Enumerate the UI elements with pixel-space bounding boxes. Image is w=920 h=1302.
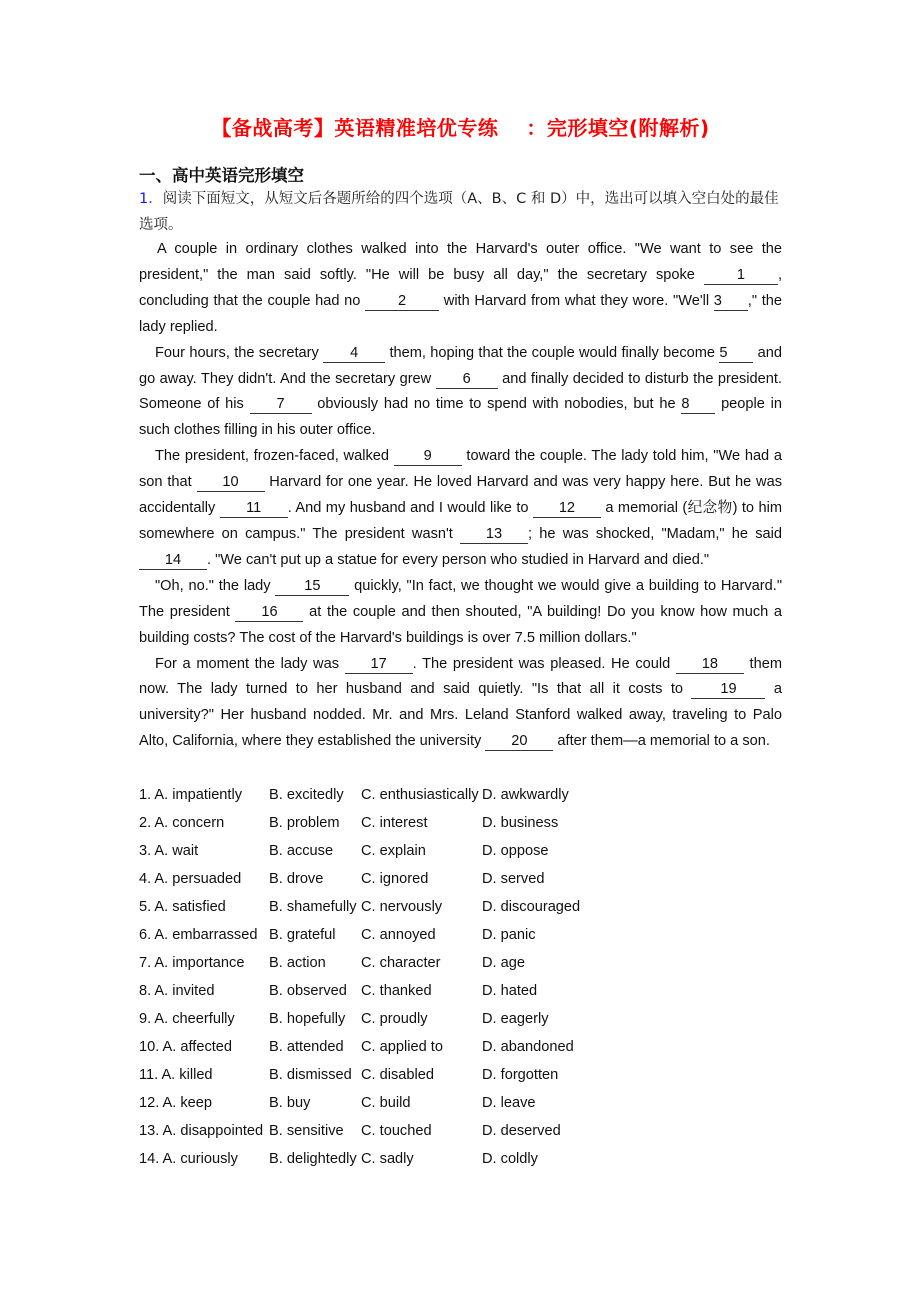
option-a: 10. A. affected: [139, 1039, 233, 1055]
option-b: B. shamefully: [269, 899, 357, 915]
passage-text: and go away. They didn't. And the secretary grew: [139, 344, 782, 387]
blank-8: 8: [681, 395, 715, 414]
option-b: B. excitedly: [269, 787, 344, 803]
option-d: D. leave: [482, 1095, 536, 1111]
passage-text: The president, frozen-faced, walked: [155, 448, 394, 465]
option-c: C. proudly: [361, 1011, 428, 1027]
option-c: C. build: [361, 1095, 411, 1111]
option-d: D. business: [482, 815, 559, 831]
option-b: B. delightedly: [269, 1151, 357, 1167]
document-title: [139, 112, 782, 141]
passage-text: Four hours, the secretary: [155, 344, 324, 361]
passage-text: . The president was pleased. He could: [412, 655, 676, 672]
option-a: 1. A. impatiently: [139, 787, 243, 803]
option-b: B. accuse: [269, 843, 334, 859]
blank-18: 18: [676, 655, 744, 674]
option-row-8: [139, 977, 782, 1005]
option-a: 7. A. importance: [139, 955, 245, 971]
option-d: D. abandoned: [482, 1039, 574, 1055]
section-heading: 一、高中英语完形填空: [139, 166, 304, 185]
passage-text: . "We can't put up a statue for every person who studied in Harvard and died.": [207, 551, 710, 568]
option-a: 12. A. keep: [139, 1095, 213, 1111]
answer-options: [139, 781, 782, 1173]
passage-text: at the couple and then shouted, "A building! Do you know how much a building costs? The cost of the Harvard's buildings is over 7.5 million dollars.": [139, 603, 782, 646]
option-d: D. coldly: [482, 1151, 538, 1167]
blank-9: 9: [394, 447, 462, 466]
option-row-12: [139, 1089, 782, 1117]
option-a: 2. A. concern: [139, 815, 225, 831]
option-row-9: [139, 1005, 782, 1033]
option-d: D. served: [482, 871, 545, 887]
option-a: 9. A. cheerfully: [139, 1011, 235, 1027]
option-b: B. sensitive: [269, 1123, 344, 1139]
blank-4: 4: [323, 344, 385, 363]
passage-text: ," the lady replied.: [139, 292, 782, 335]
option-c: C. enthusiastically: [361, 787, 479, 803]
option-b: B. attended: [269, 1039, 344, 1055]
passage-text: "Oh, no." the lady: [155, 577, 276, 594]
option-c: C. disabled: [361, 1067, 435, 1083]
blank-20: 20: [485, 732, 553, 751]
title-sub: ：完形填空(附解析): [526, 116, 710, 140]
passage-text: For a moment the lady was: [155, 655, 345, 672]
question-number: 1．: [139, 191, 163, 207]
passage-text: them now. The lady turned to her husband and said quietly. "Is that all it costs to: [139, 655, 783, 698]
option-d: D. panic: [482, 927, 536, 943]
instruction-text: 阅读下面短文，从短文后各题所给的四个选项（A、B、C 和 D）中，选出可以填入空白处的最佳选项。: [139, 191, 779, 233]
blank-13: 13: [460, 525, 528, 544]
option-d: D. hated: [482, 983, 538, 999]
passage-paragraph-2: [139, 341, 782, 445]
option-a: 14. A. curiously: [139, 1151, 238, 1167]
blank-2: 2: [365, 292, 439, 311]
passage-text: toward the couple. The lady told him, "We had a son that: [139, 448, 782, 491]
option-c: C. applied to: [361, 1039, 443, 1055]
passage-text: A couple in ordinary clothes walked into the Harvard's outer office. "We want to see the president," the man said softly. "He will be busy all day," the secretary spoke: [139, 241, 782, 283]
option-d: D. awkwardly: [482, 787, 569, 803]
option-row-14: [139, 1145, 782, 1173]
blank-19: 19: [691, 680, 765, 699]
passage-paragraph-3: [139, 444, 782, 574]
option-b: B. dismissed: [269, 1067, 352, 1083]
passage-text: them, hoping that the couple would finally become: [385, 344, 720, 361]
option-c: C. explain: [361, 843, 426, 859]
option-row-7: [139, 949, 782, 977]
option-d: D. oppose: [482, 843, 549, 859]
option-a: 8. A. invited: [139, 983, 215, 999]
option-d: D. forgotten: [482, 1067, 559, 1083]
passage-text: and finally decided to disturb the president. Someone of his: [139, 370, 782, 413]
option-c: C. character: [361, 955, 441, 971]
blank-6: 6: [436, 370, 498, 389]
passage-text: ; he was shocked, "Madam," he said: [528, 525, 782, 542]
option-b: B. buy: [269, 1095, 311, 1111]
option-b: B. grateful: [269, 927, 336, 943]
passage-text: . And my husband and I would like to: [287, 500, 533, 517]
option-row-11: [139, 1061, 782, 1089]
option-c: C. interest: [361, 815, 428, 831]
option-c: C. touched: [361, 1123, 432, 1139]
passage-text: a memorial (纪念物) to him somewhere on campus." The president wasn't: [139, 500, 782, 542]
passage-paragraph-4: [139, 574, 782, 652]
passage-paragraph-1: [139, 237, 782, 341]
passage-text: with Harvard from what they wore. "We'll: [439, 292, 714, 309]
option-row-13: [139, 1117, 782, 1145]
blank-7: 7: [250, 395, 312, 414]
option-c: C. thanked: [361, 983, 432, 999]
option-a: 3. A. wait: [139, 843, 199, 859]
passage-text: , concluding that the couple had no: [139, 266, 782, 309]
option-c: C. annoyed: [361, 927, 436, 943]
blank-15: 15: [275, 577, 349, 596]
option-a: 5. A. satisfied: [139, 899, 226, 915]
option-row-3: [139, 837, 782, 865]
blank-17: 17: [345, 655, 413, 674]
passage-paragraph-5: [139, 652, 782, 756]
option-b: B. action: [269, 955, 326, 971]
option-b: B. hopefully: [269, 1011, 346, 1027]
option-d: D. deserved: [482, 1123, 561, 1139]
passage-text: after them—a memorial to a son.: [553, 733, 770, 750]
option-a: 6. A. embarrassed: [139, 927, 258, 943]
passage-text: a university?" Her husband nodded. Mr. and Mrs. Leland Stanford walked away, traveling to Palo Alto, California, where they established the university: [139, 681, 782, 750]
blank-16: 16: [235, 603, 303, 622]
option-row-5: [139, 893, 782, 921]
option-row-4: [139, 865, 782, 893]
title-main: 【备战高考】英语精准培优专练: [211, 116, 499, 140]
blank-10: 10: [197, 473, 265, 492]
passage-text: quickly, "In fact, we thought we would give a building to Harvard." The president: [139, 577, 782, 620]
blank-5: 5: [719, 344, 753, 363]
option-c: C. nervously: [361, 899, 443, 915]
option-c: C. sadly: [361, 1151, 414, 1167]
blank-11: 11: [220, 499, 288, 518]
option-a: 4. A. persuaded: [139, 871, 242, 887]
option-c: C. ignored: [361, 871, 429, 887]
passage-text: obviously had no time to spend with nobodies, but he: [311, 396, 682, 413]
option-d: D. discouraged: [482, 899, 581, 915]
option-a: 11. A. killed: [139, 1067, 213, 1083]
option-d: D. eagerly: [482, 1011, 549, 1027]
option-b: B. problem: [269, 815, 340, 831]
blank-3: 3: [714, 292, 748, 311]
blank-14: 14: [139, 551, 207, 570]
option-b: B. observed: [269, 983, 347, 999]
blank-1: 1: [704, 266, 778, 285]
passage-text: Harvard for one year. He loved Harvard and was very happy here. But he was accidentally: [139, 474, 782, 517]
option-row-2: [139, 809, 782, 837]
blank-12: 12: [533, 499, 601, 518]
option-row-1: [139, 781, 782, 809]
option-a: 13. A. disappointed: [139, 1123, 264, 1139]
option-row-10: [139, 1033, 782, 1061]
passage-text: people in such clothes filling in his outer office.: [139, 396, 782, 439]
option-d: D. age: [482, 955, 525, 971]
question-instruction: [139, 186, 782, 238]
option-b: B. drove: [269, 871, 324, 887]
cloze-passage: [139, 237, 782, 755]
option-row-6: [139, 921, 782, 949]
